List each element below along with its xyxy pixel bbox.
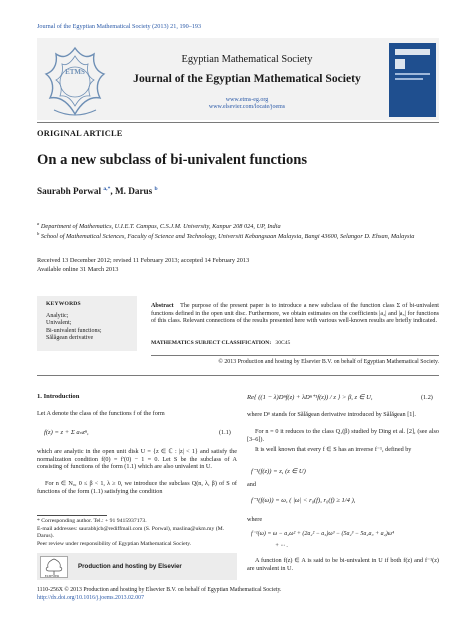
msc-line xyxy=(151,340,290,346)
email-note[interactable]: E-mail addresses: saurabhjcb@rediffmail.com (S. Porwal), maslina@ukm.my (M. Darus). xyxy=(37,526,225,539)
abstract-copyright: © 2013 Production and hosting by Elsevier B.V. on behalf of Egyptian Mathematical Society. xyxy=(218,359,439,365)
peer-review-note: Peer review under responsibility of Egyptian Mathematical Society. xyxy=(37,541,192,547)
section-rule xyxy=(37,375,439,376)
equation-inverse-2: f⁻¹(f(ω)) = ω, ( |ω| < r₀(f), r₀(f) ≥ 1/4 ), xyxy=(251,497,356,504)
abstract-rule xyxy=(151,355,439,356)
journal-name: Journal of the Egyptian Mathematical Society xyxy=(133,72,361,85)
equation-1-2-number: (1.2) xyxy=(421,394,433,401)
equation-inverse-1: f⁻¹(f(z)) = z, (z ∈ U) xyxy=(251,468,306,475)
author-list xyxy=(37,186,158,196)
equation-1-2: Re{ ((1 − λ)Dⁿf(z) + λDⁿ⁺¹f(z)) / z } > β, z ∈ U, xyxy=(247,394,373,401)
msc-label: MATHEMATICS SUBJECT CLASSIFICATION: xyxy=(151,340,272,346)
right-paragraph-3: It is well known that every f ∈ S has an inverse f⁻¹, defined by xyxy=(255,446,412,453)
intro-paragraph-3: For n ∈ N₀, 0 ≤ β < 1, λ ≥ 0, we introduce the subclass Q(n, λ, β) of S of functions of the form (1.1) satisfying the condition xyxy=(37,480,237,495)
journal-cover-thumbnail xyxy=(389,43,436,117)
equation-inverse-3-continued: + ··· . xyxy=(275,543,289,549)
author-2: M. Darus xyxy=(114,186,153,197)
equation-1-1-number: (1.1) xyxy=(219,429,231,436)
and-label: and xyxy=(247,481,256,488)
author-2-marker[interactable]: b xyxy=(154,186,158,192)
author-1-marker[interactable]: a,* xyxy=(103,186,111,192)
elsevier-banner-text: Production and hosting by Elsevier xyxy=(78,563,182,570)
journal-url-2[interactable]: www.elsevier.com/locate/joems xyxy=(208,104,286,110)
keyword-item: Univalent; xyxy=(46,320,72,327)
affiliation-a: $^a$ Department of Mathematics, U.I.E.T. Campus, C.S.J.M. University, Kanpur 208 024, UP, India xyxy=(37,221,281,231)
received-dates: Received 13 December 2012; revised 11 February 2013; accepted 14 February 2013 xyxy=(37,257,250,264)
issn-line: 1110-256X © 2013 Production and hosting by Elsevier B.V. on behalf of Egyptian Mathematical Society. xyxy=(37,587,282,593)
corresponding-author-note: * Corresponding author. Tel.: + 91 9415937173. xyxy=(37,518,147,524)
online-date: Available online 31 March 2013 xyxy=(37,266,119,273)
equation-inverse-3: f⁻¹(ω) = ω − a₂ω² + (2a₂² − a₃)ω³ − (5a₂³ − 5a₂a₃ + a₄)ω⁴ xyxy=(251,531,395,537)
article-title: On a new subclass of bi-univalent functions xyxy=(37,152,308,168)
keywords-box xyxy=(37,296,137,351)
doi-link[interactable]: http://dx.doi.org/10.1016/j.joems.2013.02.007 xyxy=(37,595,144,601)
keywords-title: KEYWORDS xyxy=(46,301,81,307)
where-label: where xyxy=(247,516,263,523)
keyword-item: Analytic; xyxy=(46,313,69,319)
keyword-item: Sălăgean derivative xyxy=(46,335,94,342)
affiliation-b: $^b$ School of Mathematical Sciences, Faculty of Science and Technology, Universiti Kebangsaan Malaysia, Bangi 43600, Selangor D. Ehsan, Malaysia xyxy=(37,231,415,241)
society-logo-icon xyxy=(40,44,110,120)
equation-1-1: f(z) = z + Σ aₙzⁿ, xyxy=(44,429,89,436)
footnote-rule xyxy=(37,515,107,516)
msc-value: 30C45 xyxy=(275,340,291,346)
journal-url-1[interactable]: www.etms-eg.org xyxy=(225,97,269,103)
logo-letters: ETMS xyxy=(65,68,85,76)
abstract xyxy=(151,303,439,326)
article-type: ORIGINAL ARTICLE xyxy=(37,129,123,138)
society-name: Egyptian Mathematical Society xyxy=(181,54,313,65)
intro-paragraph-2: which are analytic in the open unit disk U = {z ∈ ℂ : |z| < 1} and satisfy the normalization condition f(0) = f′(0) − 1 = 0. Let S be the subclass of A consisting of functions of the form (1.1) which are also univalent in U. xyxy=(37,448,237,471)
author-1: Saurabh Porwal xyxy=(37,186,102,197)
abstract-label: Abstract xyxy=(151,303,174,309)
author-separator: , xyxy=(110,186,115,197)
section-heading: 1. Introduction xyxy=(37,393,80,400)
right-paragraph-2: For n = 0 it reduces to the class Q₁(β) studied by Ding et al. [2], (see also [3–6]). xyxy=(247,428,439,443)
header-rule xyxy=(37,122,439,123)
keyword-item: Bi-univalent functions; xyxy=(46,327,102,334)
elsevier-logo-text: ELSEVIER xyxy=(44,574,60,578)
right-paragraph-4: A function f(z) ∈ A is said to be bi-univalent in U if both f(z) and f⁻¹(z) are univalent in U. xyxy=(247,557,439,572)
intro-paragraph-1: Let A denote the class of the functions f of the form xyxy=(37,410,165,417)
abstract-text: The purpose of the present paper is to introduce a new subclass of the function class Σ of bi-univalent functions defined in the open unit disc. Furthermore, we obtain estimates on the coefficients |a₂| and |a₃| for functions of this class. Relevant connections of the results presented here with various well-known results are briefly indicated. xyxy=(151,303,439,325)
running-head: Journal of the Egyptian Mathematical Society (2013) 21, 190–193 xyxy=(37,23,202,30)
right-paragraph-1: where Dⁿ stands for Sălăgean derivative introduced by Sălăgean [1]. xyxy=(247,411,416,418)
